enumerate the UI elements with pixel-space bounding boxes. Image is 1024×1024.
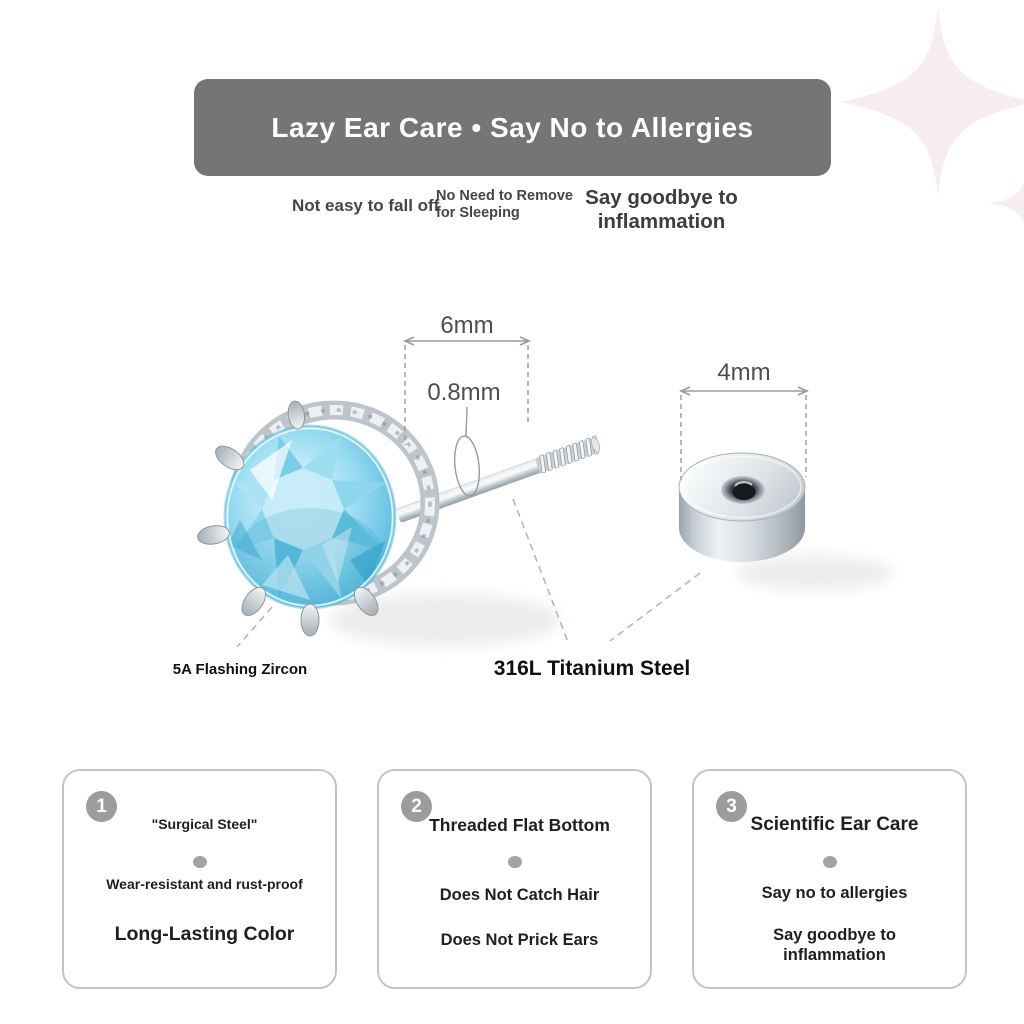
product-diagram (0, 270, 1024, 710)
card-line: Wear-resistant and rust-proof (106, 876, 303, 892)
info-card-ear-care (692, 769, 967, 989)
dimension-0-8mm: 0.8mm (427, 379, 501, 406)
label-5a-zircon: 5A Flashing Zircon (172, 661, 308, 678)
dimension-6mm: 6mm (440, 312, 494, 339)
gem-stone (225, 426, 395, 612)
card-line: Does Not Prick Ears (440, 931, 599, 949)
info-card-surgical-steel (62, 769, 337, 989)
card-line: Does Not Catch Hair (439, 886, 600, 904)
sparkle-icon-small (988, 163, 1024, 243)
card-line: Say no to allergies (761, 884, 908, 902)
dimension-4mm: 4mm (717, 359, 771, 386)
feature-not-fall-off: Not easy to fall off (292, 196, 440, 215)
card-line: Long-Lasting Color (114, 923, 295, 945)
card-line: Say goodbye to inflammation (773, 926, 896, 964)
card-title: Scientific Ear Care (750, 814, 919, 835)
card-number-badge: 2 (401, 791, 432, 822)
sparkle-icon-large (841, 7, 1024, 197)
label-316l-steel: 316L Titanium Steel (493, 657, 691, 680)
card-title: Threaded Flat Bottom (429, 815, 610, 835)
header-banner (194, 79, 831, 176)
card-number-badge: 3 (716, 791, 747, 822)
info-card-threaded-bottom (377, 769, 652, 989)
banner-title: Lazy Ear Care • Say No to Allergies (271, 111, 754, 143)
dot-separator-icon (193, 856, 207, 868)
feature-no-remove-sleeping: No Need to Remove for Sleeping (436, 188, 573, 221)
feature-no-inflammation: Say goodbye to inflammation (585, 186, 738, 233)
dot-separator-icon (508, 856, 522, 868)
screw-back (679, 453, 805, 562)
card-number-badge: 1 (86, 791, 117, 822)
dot-separator-icon (823, 856, 837, 868)
card-title: "Surgical Steel" (151, 816, 258, 832)
shadows (330, 556, 893, 646)
